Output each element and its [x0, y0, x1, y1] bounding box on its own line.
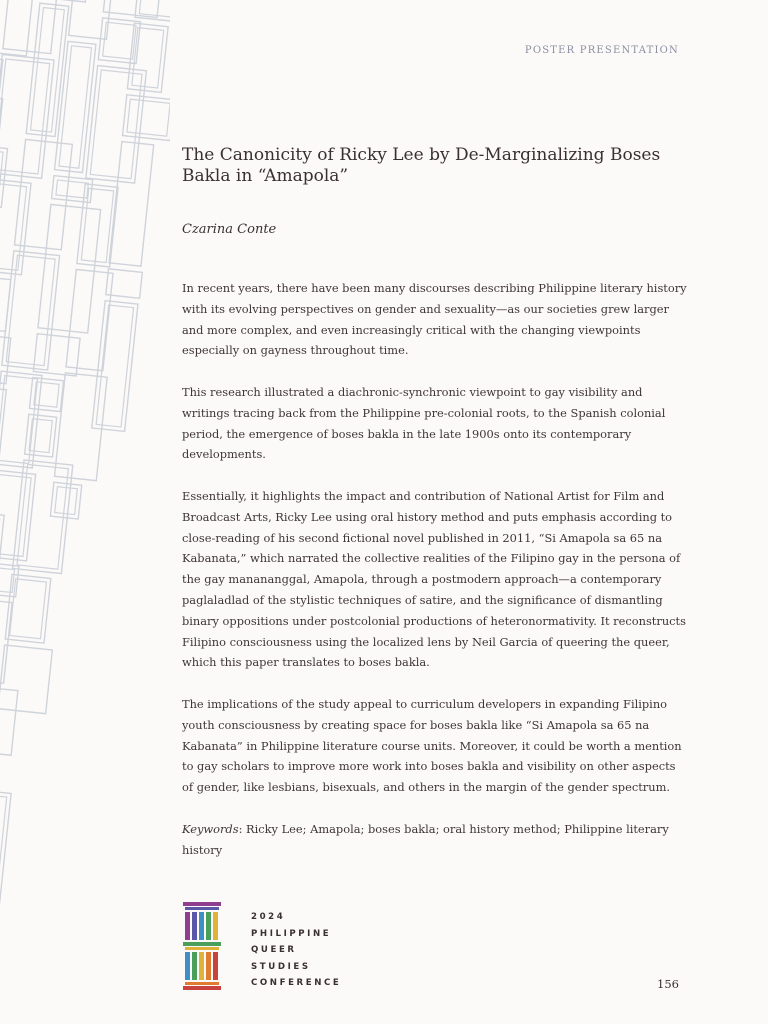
logo-bar [185, 982, 219, 985]
pattern-rect [0, 59, 50, 174]
section-label: POSTER PRESENTATION [524, 45, 679, 56]
pattern-rect [0, 55, 54, 179]
pattern-rect [81, 188, 113, 262]
paragraph: The implications of the study appeal to curriculum developers in expanding Filipino youth consciousness by creating space for boses bakla like “Si Amapola sa 65 na Kabanata” in Philippine literature course units. Moreover, it could be worth a mention to gay scholars to improve more work into boses bakla and visibility on other aspects of gender, like lesbians, bisexuals, and others in the margin of the gender spectrum. [182, 696, 682, 795]
conference-line: CONFERENCE [251, 978, 342, 989]
pattern-rect [2, 251, 60, 370]
decorative-rectangle-pattern [0, 0, 170, 1024]
logo-bar [206, 912, 211, 940]
conference-name [251, 909, 341, 992]
paragraph: In recent years, there have been many discourses describing Philippine literary history with its evolving perspectives on gender and sexuality—as our societies grew larger and more complex, and even increasingly critical with the changing viewpoints especially on gayness throughout time. [182, 281, 687, 358]
pattern-rect [6, 255, 55, 365]
page-number: 156 [657, 977, 679, 991]
logo-bar [199, 952, 204, 980]
logo-bar [206, 952, 211, 980]
logo-bar [199, 912, 204, 940]
conference-logo-icon [183, 902, 223, 994]
pattern-rect [0, 276, 11, 331]
author-name: Czarina Conte [182, 222, 277, 237]
logo-bar [183, 902, 221, 906]
logo-bar [185, 907, 219, 910]
logo-bar [185, 947, 219, 950]
logo-bar [192, 912, 197, 940]
pattern-rect [34, 382, 59, 407]
keywords [182, 819, 687, 861]
pattern-rect [10, 579, 47, 639]
paragraph: Essentially, it highlights the impact and contribution of National Artist for Film and Broadcast Arts, Ricky Lee using oral history method and puts emphasis according to close-reading of his second fictional novel published in 2011, “Si Amapola sa 65 na Kabanata,” which narrated the collective realities of the Filipino gay in the persona of the gay manananggal, Amapola, through a postmodern approach—a contemporary paglaladlad of the stylistic techniques of satire, and the significance of dismantling binary oppositions under postcolonial productions of heteronormativity. It reconstructs Filipino consciousness using the localized lens by Neil Garcia of queering the queer, which this paper translates to boses bakla. [182, 488, 686, 670]
pattern-rect [0, 685, 18, 755]
pattern-rect [139, 0, 170, 17]
pattern-rect [31, 8, 65, 133]
pattern-rect [0, 567, 15, 593]
pattern-rect [127, 99, 170, 136]
pattern-rect [90, 70, 142, 179]
logo-bar [213, 912, 218, 940]
conference-line: PHILIPPINE [251, 928, 332, 939]
pattern-rect [0, 386, 6, 508]
article-title: The Canonicity of Ricky Lee by De-Marginalizing Boses Bakla in “Amapola” [182, 145, 661, 186]
pattern-rect [92, 301, 138, 432]
pattern-rect [0, 510, 4, 612]
pattern-rect [96, 305, 133, 427]
logo-bar [185, 952, 190, 980]
pattern-rect [41, 0, 89, 2]
logo-bar [185, 912, 190, 940]
logo-bar [183, 986, 221, 990]
pattern-rect [38, 204, 101, 333]
pattern-rect [127, 23, 168, 92]
keywords-label: Keywords [182, 821, 239, 836]
logo-bar [183, 942, 221, 946]
logo-bar [213, 952, 218, 980]
conference-line: STUDIES [251, 961, 311, 972]
paragraph: This research illustrated a diachronic-synchronic viewpoint to gay visibility and writings tracing back from the Philippine pre-colonial roots, to the Spanish colonial period, the emergence of boses bakla in the late 1900s onto its contemporary developments. [182, 384, 666, 462]
pattern-rect [77, 184, 118, 267]
pattern-rect [109, 142, 154, 267]
conference-line: QUEER [251, 945, 297, 956]
abstract-body [182, 278, 687, 881]
pattern-rect [59, 46, 92, 168]
keywords-text: : Ricky Lee; Amapola; boses bakla; oral history method; Philippine literary history [182, 821, 669, 857]
conference-line: 2024 [251, 912, 286, 922]
pattern-rect [69, 0, 114, 39]
pattern-rect [0, 645, 52, 714]
logo-bar [192, 952, 197, 980]
